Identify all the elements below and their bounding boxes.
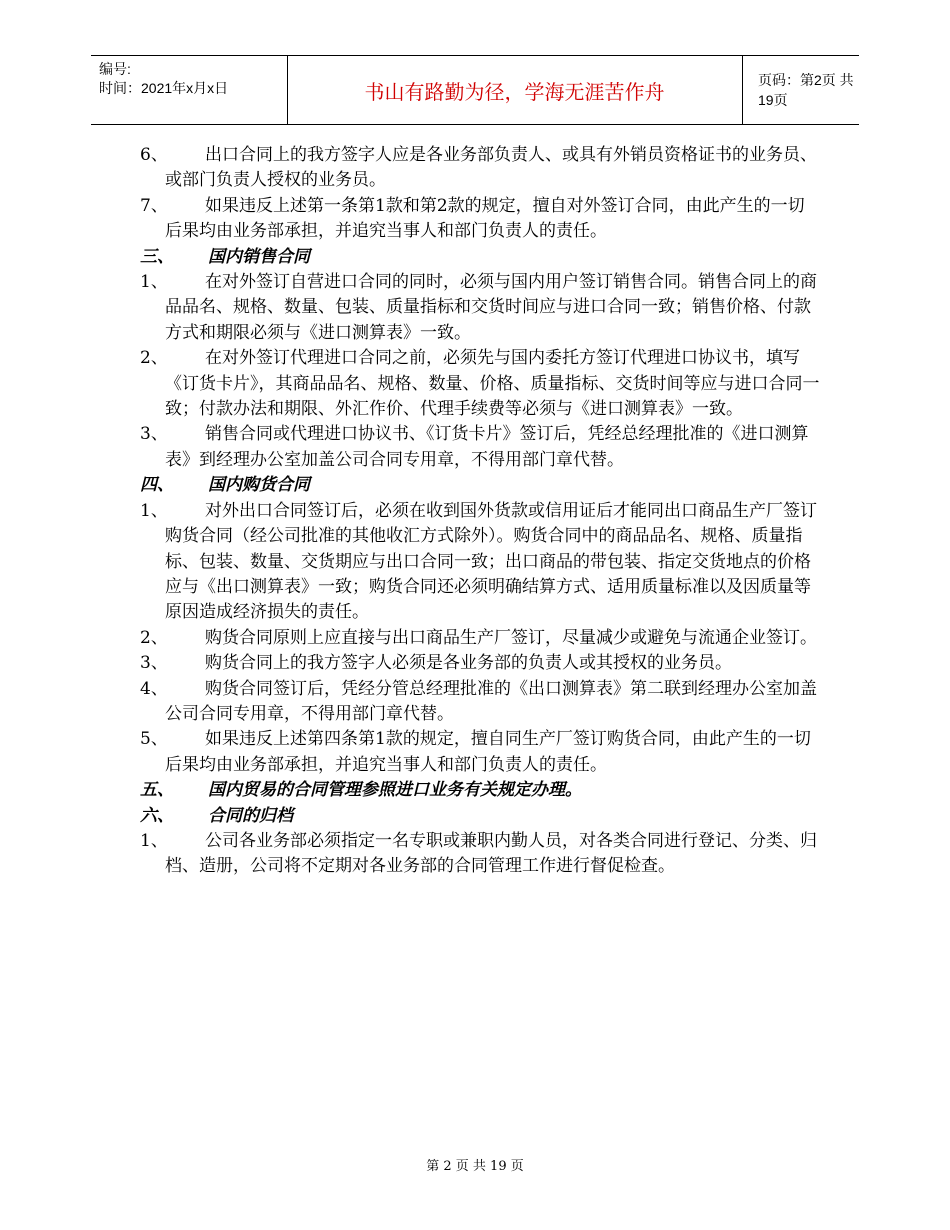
section-number: 三、 bbox=[140, 246, 174, 267]
item-text: 在对外签订自营进口合同的同时，必须与国内用户签订销售合同。销售合同上的商品品名、规格、数量、包装、质量指标和交货时间应与进口合同一致；销售价格、付款方式和期限必须与《进口测算表》一致。 bbox=[165, 272, 817, 343]
list-item bbox=[140, 626, 820, 651]
item-text: 对外出口合同签订后，必须在收到国外货款或信用证后才能同出口商品生产厂签订购货合同（经公司批准的其他收汇方式除外）。购货合同中的商品品名、规格、质量指标、包装、数量、交货期应与出口合同一致；出口商品的带包装、指定交货地点的价格应与《出口测算表》一致；购货合同还必须明确结算方式、适用质量标准以及因质量等原因造成经济损失的责任。 bbox=[165, 500, 817, 623]
section-title: 国内销售合同 bbox=[208, 246, 310, 267]
item-number: 5、 bbox=[140, 729, 168, 750]
header-meta bbox=[99, 60, 228, 98]
section-title: 合同的归档 bbox=[208, 805, 293, 826]
section-number: 六、 bbox=[140, 805, 174, 826]
item-number: 2、 bbox=[140, 348, 168, 369]
list-item bbox=[140, 829, 820, 880]
section-title: 国内贸易的合同管理参照进口业务有关规定办理。 bbox=[208, 780, 582, 801]
list-item bbox=[140, 194, 820, 245]
item-number: 1、 bbox=[140, 830, 168, 851]
section-heading bbox=[140, 473, 820, 498]
list-item bbox=[140, 677, 820, 728]
item-text: 如果违反上述第四条第1款的规定，擅自同生产厂签订购货合同，由此产生的一切后果均由业务部承担，并追究当事人和部门负责人的责任。 bbox=[165, 729, 811, 775]
item-number: 3、 bbox=[140, 653, 168, 674]
item-number: 6、 bbox=[140, 145, 168, 165]
section-number: 四、 bbox=[140, 475, 174, 496]
time-label: 时间：2021年x月x日 bbox=[99, 80, 229, 96]
item-text: 出口合同上的我方签字人应是各业务部负责人、或具有外销员资格证书的业务员、或部门负责人授权的业务员。 bbox=[165, 145, 817, 191]
item-text: 购货合同签订后，凭经分管总经理批准的《出口测算表》第二联到经理办公室加盖公司合同专用章，不得用部门章代替。 bbox=[165, 678, 817, 724]
item-text: 公司各业务部必须指定一名专职或兼职内勤人员，对各类合同进行登记、分类、归档、造册，公司将不定期对各业务部的合同管理工作进行督促检查。 bbox=[165, 830, 817, 877]
header-divider bbox=[742, 56, 743, 124]
section-heading bbox=[140, 245, 820, 270]
list-item bbox=[140, 346, 820, 422]
item-number: 7、 bbox=[140, 195, 168, 216]
item-number: 3、 bbox=[140, 424, 168, 445]
list-item bbox=[140, 270, 820, 346]
item-number: 2、 bbox=[140, 627, 168, 648]
section-title: 国内购货合同 bbox=[208, 475, 310, 496]
item-number: 4、 bbox=[140, 678, 168, 699]
item-text: 购货合同上的我方签字人必须是各业务部的负责人或其授权的业务员。 bbox=[205, 653, 732, 674]
item-number: 1、 bbox=[140, 272, 168, 293]
page-header bbox=[91, 55, 859, 125]
list-item bbox=[140, 499, 820, 626]
item-text: 如果违反上述第一条第1款和第2款的规定，擅自对外签订合同，由此产生的一切后果均由业务部承担，并追究当事人和部门负责人的责任。 bbox=[165, 195, 805, 242]
list-item bbox=[140, 727, 820, 778]
header-page-info: 页码：第2页 共19页 bbox=[758, 72, 854, 108]
header-motto: 书山有路勤为径，学海无涯苦作舟 bbox=[364, 79, 665, 104]
item-number: 1、 bbox=[140, 500, 168, 521]
list-item bbox=[140, 143, 820, 194]
section-heading bbox=[140, 804, 820, 829]
item-text: 销售合同或代理进口协议书、《订货卡片》签订后，凭经总经理批准的《进口测算表》到经理办公室加盖公司合同专用章，不得用部门章代替。 bbox=[165, 424, 809, 470]
document-body bbox=[140, 143, 820, 880]
item-text: 购货合同原则上应直接与出口商品生产厂签订，尽量减少或避免与流通企业签订。 bbox=[205, 627, 817, 648]
list-item bbox=[140, 422, 820, 473]
list-item bbox=[140, 651, 820, 676]
section-heading bbox=[140, 778, 820, 803]
item-text: 在对外签订代理进口合同之前，必须先与国内委托方签订代理进口协议书，填写《订货卡片》，其商品品名、规格、数量、价格、质量指标、交货时间等应与进口合同一致；付款办法和期限、外汇作价、代理手续费等必须与《进口测算表》一致。 bbox=[165, 348, 820, 420]
number-label: 编号: bbox=[99, 61, 131, 77]
section-number: 五、 bbox=[140, 780, 174, 801]
page-footer: 第 2 页 共 19 页 bbox=[426, 1159, 524, 1174]
